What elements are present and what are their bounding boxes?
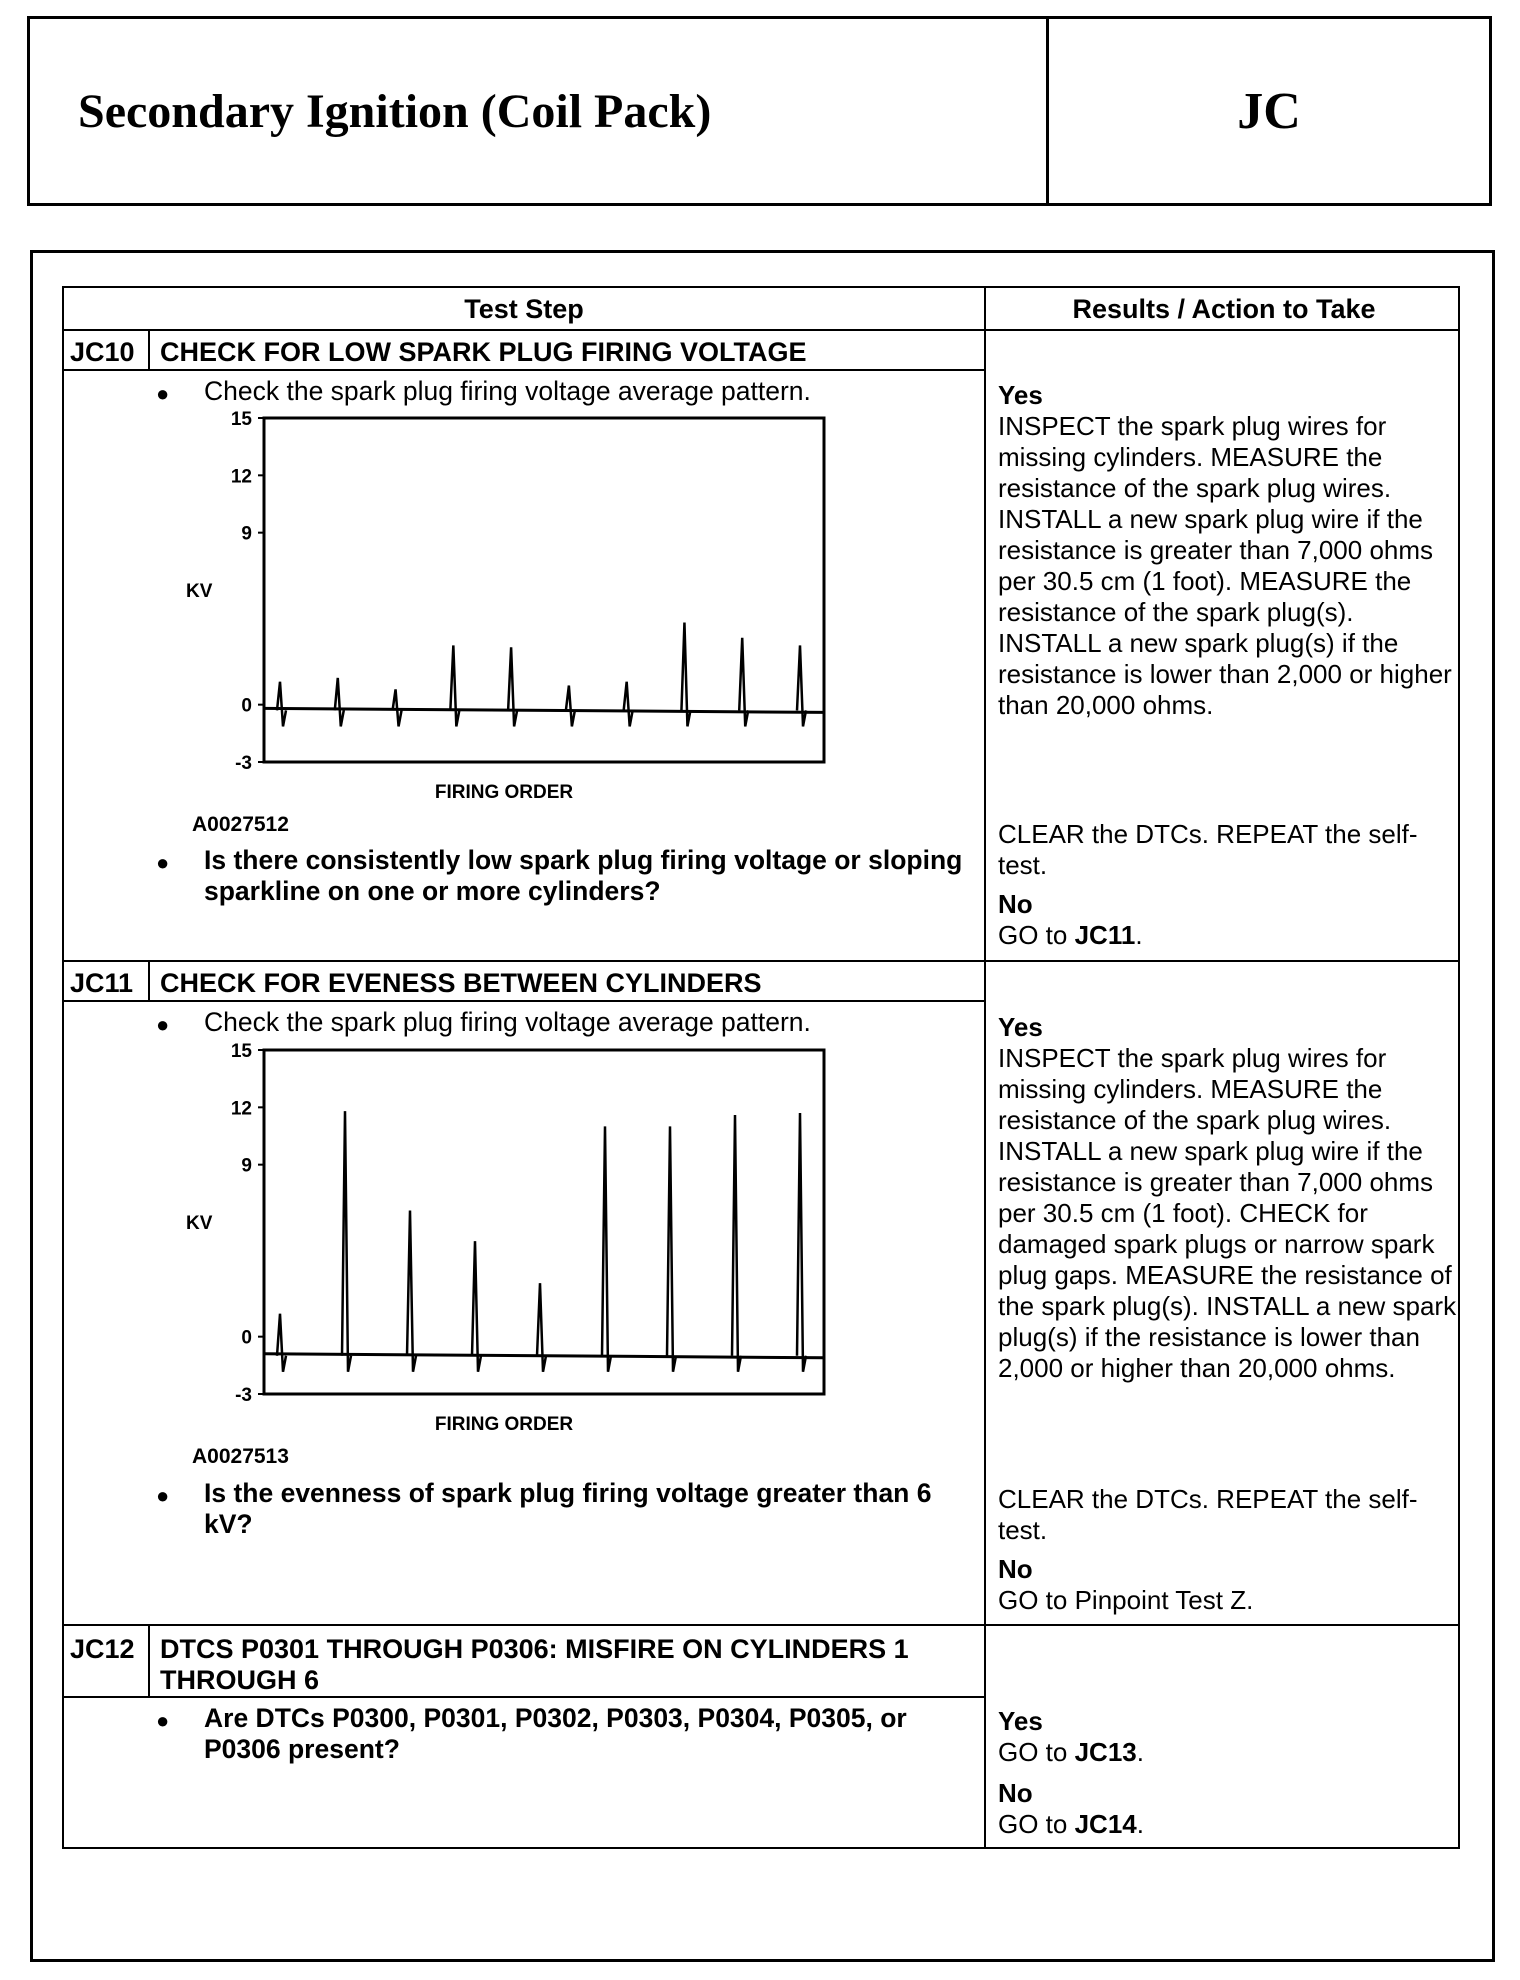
step-id-separator [148,961,150,1001]
no-action-target: JC14 [1074,1809,1137,1839]
firing-spike [277,682,286,727]
y-tick-label: 15 [230,1041,252,1062]
result-jc11-yes [998,1012,1458,1384]
firing-spike [407,1211,416,1372]
section-code: JC [1237,82,1301,140]
y-tick-label: 12 [230,466,252,488]
yes-label: Yes [998,1706,1043,1736]
y-axis-label: KV [186,581,213,602]
bullet-icon: ● [156,1012,170,1037]
result-jc11-clear: CLEAR the DTCs. REPEAT the self-test. [998,1484,1418,1545]
step-divider [64,1624,1458,1626]
firing-spike [508,647,517,726]
yes-label: Yes [998,380,1043,410]
column-header-results: Results / Action to Take [1072,294,1376,324]
y-tick-label: 9 [241,1155,252,1177]
no-action: GO to Pinpoint Test Z. [998,1585,1254,1615]
firing-spike [472,1241,481,1372]
chart-jc11 [146,1041,886,1435]
no-label: No [998,889,1033,919]
y-tick-label: 0 [241,1327,252,1349]
no-label: No [998,1778,1033,1808]
step-divider [64,960,1458,962]
yes-action-target: JC13 [1074,1737,1137,1767]
bullet-icon: ● [156,381,170,406]
section-title: Secondary Ignition (Coil Pack) [30,19,1049,203]
firing-spike [624,682,633,727]
yes-label: Yes [998,1012,1043,1042]
yes-action-suffix: . [1136,1737,1144,1767]
bullet-icon: ● [156,850,170,875]
no-action-suffix: . [1136,1809,1144,1839]
column-divider [984,288,986,1847]
no-action-prefix: GO to [998,920,1075,950]
y-tick-label: 9 [241,523,252,545]
step-title-divider [64,1696,985,1698]
y-tick-label: 15 [230,409,252,430]
no-action-prefix: GO to [998,1809,1075,1839]
firing-spike [537,1283,546,1372]
firing-spike [566,686,575,727]
yes-action: INSPECT the spark plug wires for missing cylinders. MEASURE the resistance of the spark plug wires. INSTALL a new spark plug wire if the resistance is greater than 7,000 ohms per 30.5 cm (1 foot). CHECK for damaged spark plugs or narrow spark plug gaps. MEASURE the resistance of the spark plug(s). INSTALL a new spark plug(s) if the resistance is lower than 2,000 or higher than 20,000 ohms. [998,1043,1457,1383]
step-id-separator [148,1625,150,1697]
page-header [27,16,1492,206]
yes-action-prefix: GO to [998,1737,1075,1767]
result-jc10-no [998,889,1458,951]
instruction-jc11: Check the spark plug firing voltage average pattern. [204,1007,811,1037]
bullet-icon: ● [156,1483,170,1508]
firing-spike [797,645,806,726]
instruction-jc10: Check the spark plug firing voltage average pattern. [204,376,811,406]
header-divider [64,329,1458,331]
yes-action: INSPECT the spark plug wires for missing cylinders. MEASURE the resistance of the spark plug wires. INSTALL a new spark plug wire if the resistance is greater than 7,000 ohms per 30.5 cm (1 foot). MEASURE the resistance of the spark plug(s). INSTALL a new spark plug(s) if the resistance is lower than 2,000 or higher than 20,000 ohms. [998,411,1452,720]
no-label: No [998,1554,1033,1584]
no-action-target: JC11 [1074,920,1136,950]
y-tick-label: -3 [235,1385,252,1406]
step-title-jc12: DTCS P0301 THROUGH P0306: MISFIRE ON CYLINDERS 1 THROUGH 6 [160,1634,909,1695]
test-step-table [62,286,1460,1849]
result-jc11-no [998,1554,1458,1616]
step-title-jc11: CHECK FOR EVENESS BETWEEN CYLINDERS [160,968,762,998]
firing-spike [335,678,344,726]
bullet-icon: ● [156,1708,170,1733]
y-tick-label: -3 [235,753,252,774]
question-jc12: Are DTCs P0300, P0301, P0302, P0303, P0304, P0305, or P0306 present? [204,1703,907,1764]
step-id-jc12: JC12 [70,1634,135,1664]
firing-spike [277,1314,286,1372]
firing-spike [667,1126,676,1371]
step-title-jc10: CHECK FOR LOW SPARK PLUG FIRING VOLTAGE [160,337,807,367]
step-id-jc11: JC11 [70,968,134,998]
firing-spike [732,1115,741,1372]
y-axis-label: KV [186,1213,213,1234]
result-jc10-clear: CLEAR the DTCs. REPEAT the self-test. [998,819,1418,880]
column-header-test-step: Test Step [464,294,584,324]
result-jc12-yes [998,1706,1458,1768]
y-tick-label: 12 [230,1098,252,1120]
question-jc10: Is there consistently low spark plug firing voltage or sloping sparkline on one or more cylinders? [204,845,963,906]
result-jc12-no [998,1778,1458,1840]
firing-spike [342,1111,351,1372]
step-id-separator [148,330,150,370]
step-title-divider [64,369,985,371]
figure-id-jc11: A0027513 [192,1445,289,1468]
question-jc11: Is the evenness of spark plug firing voltage greater than 6 kV? [204,1478,932,1539]
chart-jc10 [146,409,886,803]
firing-spike [797,1113,806,1372]
no-action-suffix: . [1135,920,1143,950]
figure-id-jc10: A0027512 [192,813,289,836]
firing-spike [450,645,459,726]
step-title-divider [64,1000,985,1002]
y-tick-label: 0 [241,695,252,717]
step-id-jc10: JC10 [70,337,135,367]
firing-spike [602,1126,611,1371]
x-axis-label: FIRING ORDER [434,782,574,803]
result-jc10-yes [998,380,1458,721]
x-axis-label: FIRING ORDER [434,1414,574,1435]
